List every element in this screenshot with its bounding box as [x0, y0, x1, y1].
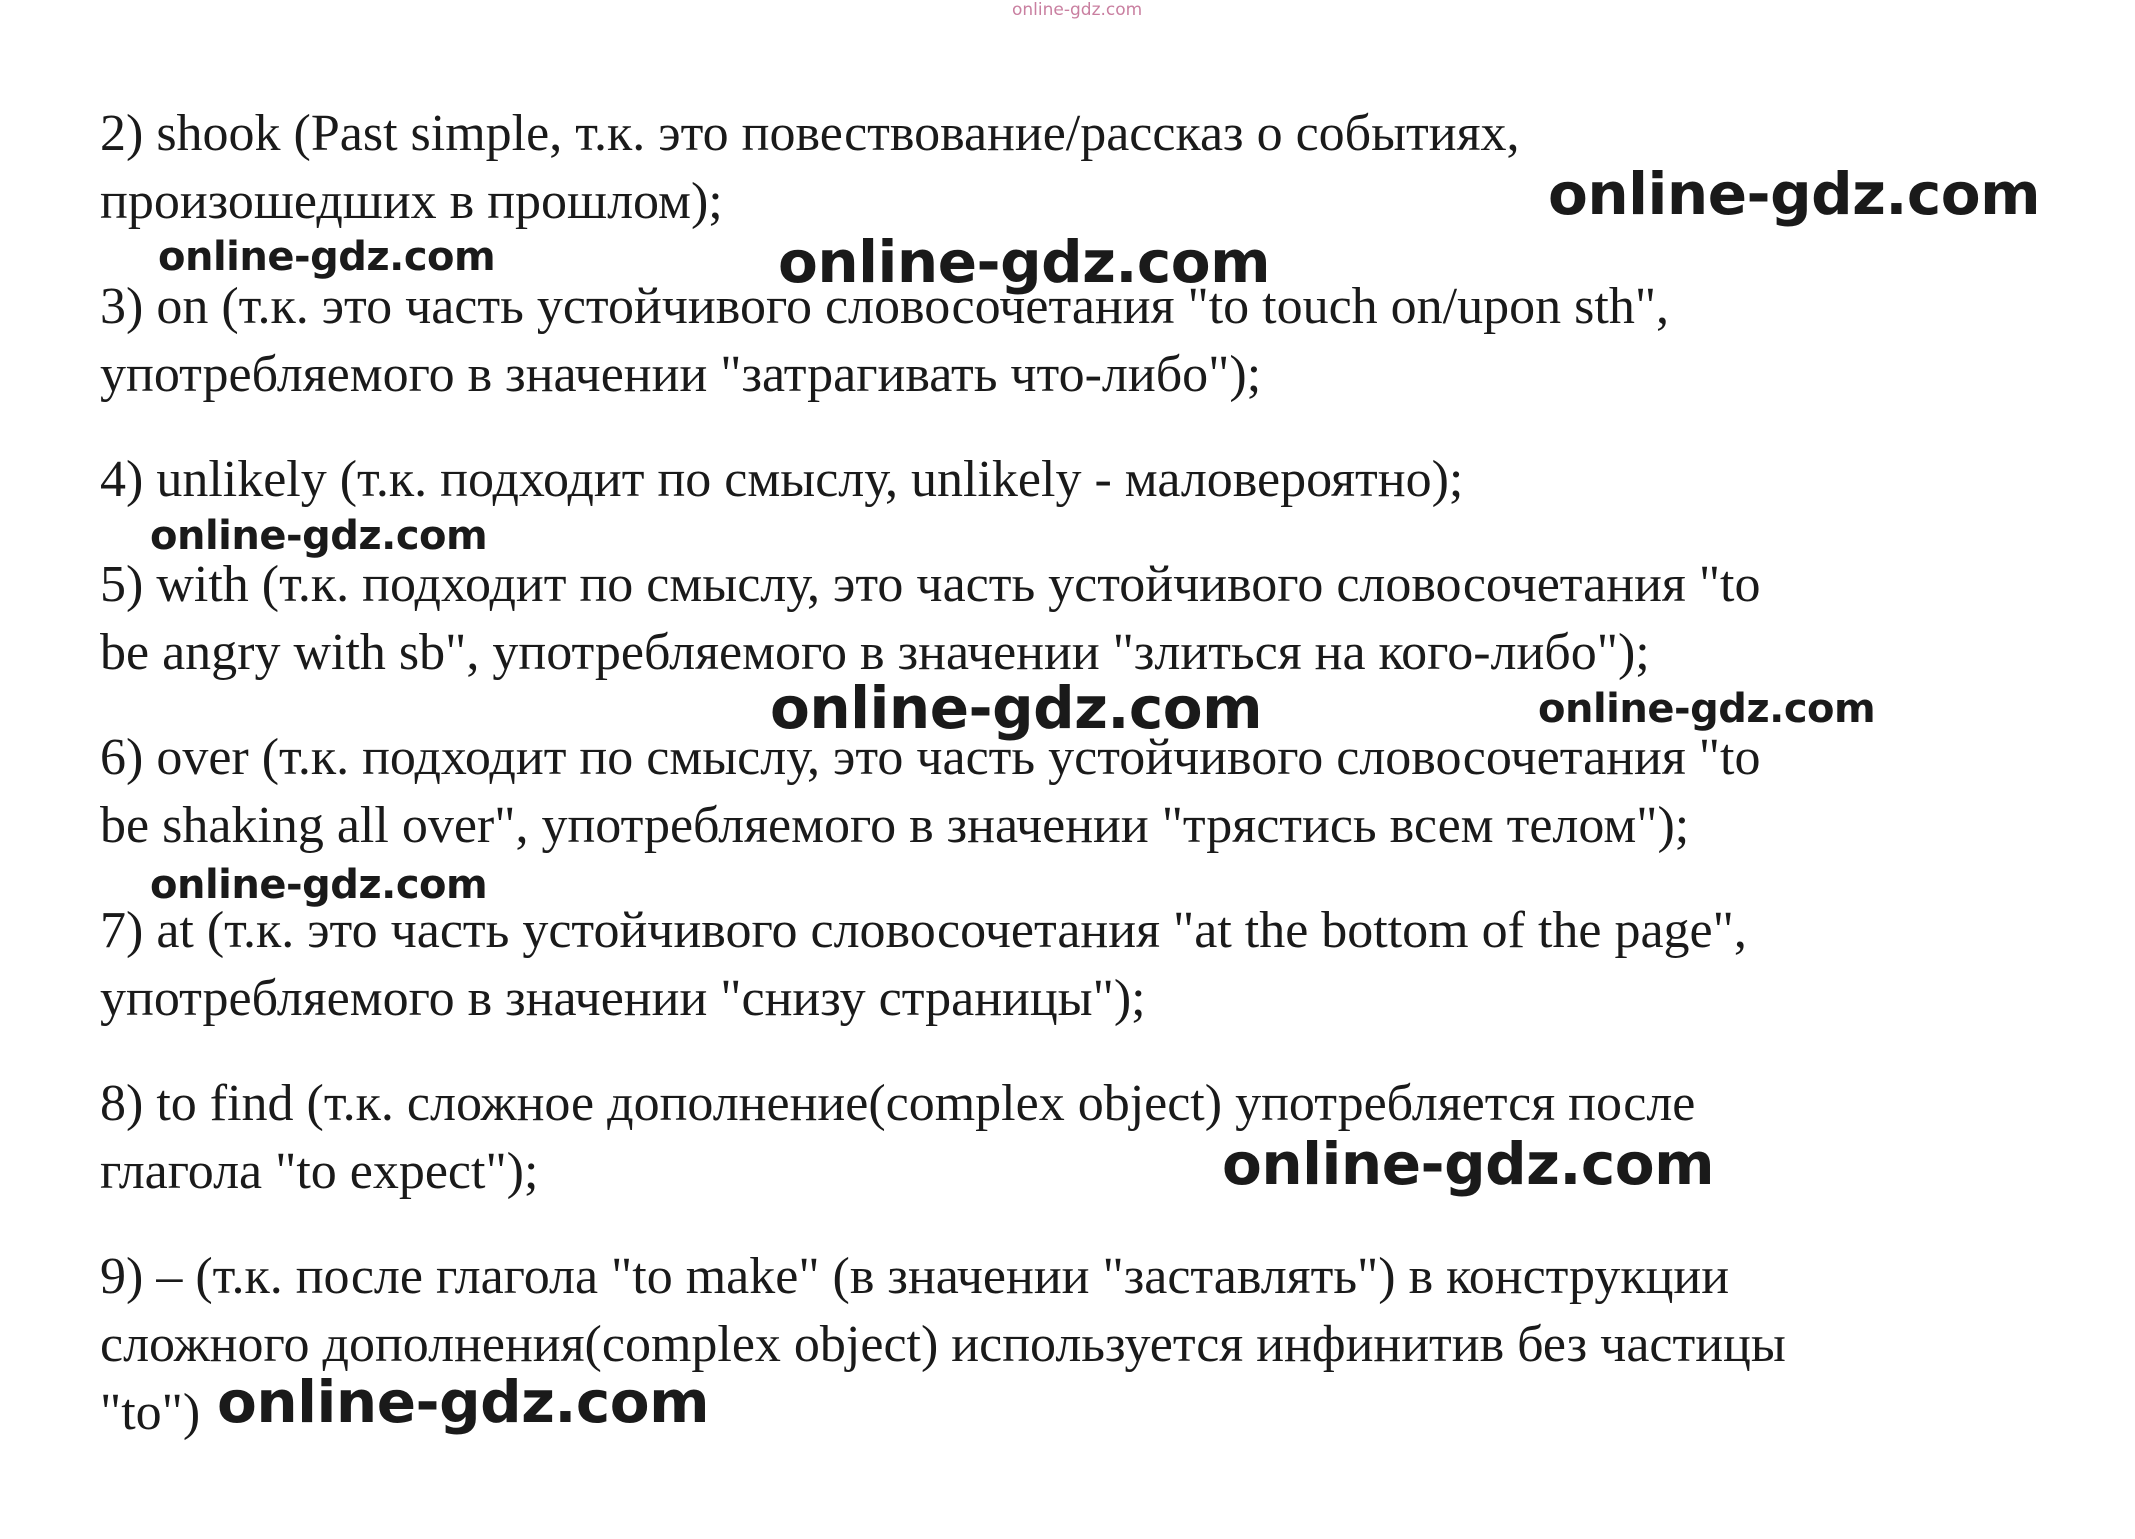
answer-line: употребляемого в значении "затрагивать что-либо");: [100, 346, 1262, 403]
answer-8: [100, 1070, 2060, 1206]
answer-line: be shaking all over", употребляемого в значении "трястись всем телом");: [100, 797, 1690, 854]
watermark: online-gdz.com: [1538, 686, 1876, 732]
answer-4: [100, 446, 2060, 514]
answer-line: 4) unlikely (т.к. подходит по смыслу, unlikely - маловероятно);: [100, 451, 1464, 508]
watermark: online-gdz.com: [1548, 160, 2041, 228]
answer-line: "to"): [100, 1384, 201, 1441]
watermark: online-gdz.com: [150, 862, 488, 908]
watermark: online-gdz.com: [158, 234, 496, 280]
answer-7: [100, 897, 2060, 1033]
answer-5: [100, 551, 2060, 687]
answer-6: [100, 724, 2060, 860]
watermark: online-gdz.com: [778, 228, 1271, 296]
watermark: online-gdz.com: [1222, 1130, 1715, 1198]
watermark: online-gdz.com: [217, 1368, 710, 1436]
answer-line: глагола "to expect");: [100, 1143, 539, 1200]
answer-line: 3) on (т.к. это часть устойчивого словосочетания "to touch on/upon sth",: [100, 278, 1670, 335]
watermark: online-gdz.com: [150, 513, 488, 559]
header-watermark: online-gdz.com: [1012, 0, 1143, 20]
watermark: online-gdz.com: [770, 674, 1263, 742]
answer-line: 5) with (т.к. подходит по смыслу, это часть устойчивого словосочетания "to: [100, 556, 1761, 613]
answer-line: be angry with sb", употребляемого в значении "злиться на кого-либо");: [100, 624, 1650, 681]
answer-line: 9) – (т.к. после глагола "to make" (в значении "заставлять") в конструкции: [100, 1248, 1730, 1305]
answer-line: 7) at (т.к. это часть устойчивого словосочетания "at the bottom of the page",: [100, 902, 1747, 959]
answers-list: [100, 100, 2060, 1484]
answer-line: 6) over (т.к. подходит по смыслу, это часть устойчивого словосочетания "to: [100, 729, 1761, 786]
answer-line: 8) to find (т.к. сложное дополнение(complex object) употребляется после: [100, 1075, 1696, 1132]
answer-line: сложного дополнения(complex object) используется инфинитив без частицы: [100, 1316, 1786, 1373]
answer-line: употребляемого в значении "снизу страницы");: [100, 970, 1146, 1027]
answer-line: произошедших в прошлом);: [100, 173, 723, 230]
answer-line: 2) shook (Past simple, т.к. это повествование/рассказ о событиях,: [100, 105, 1520, 162]
